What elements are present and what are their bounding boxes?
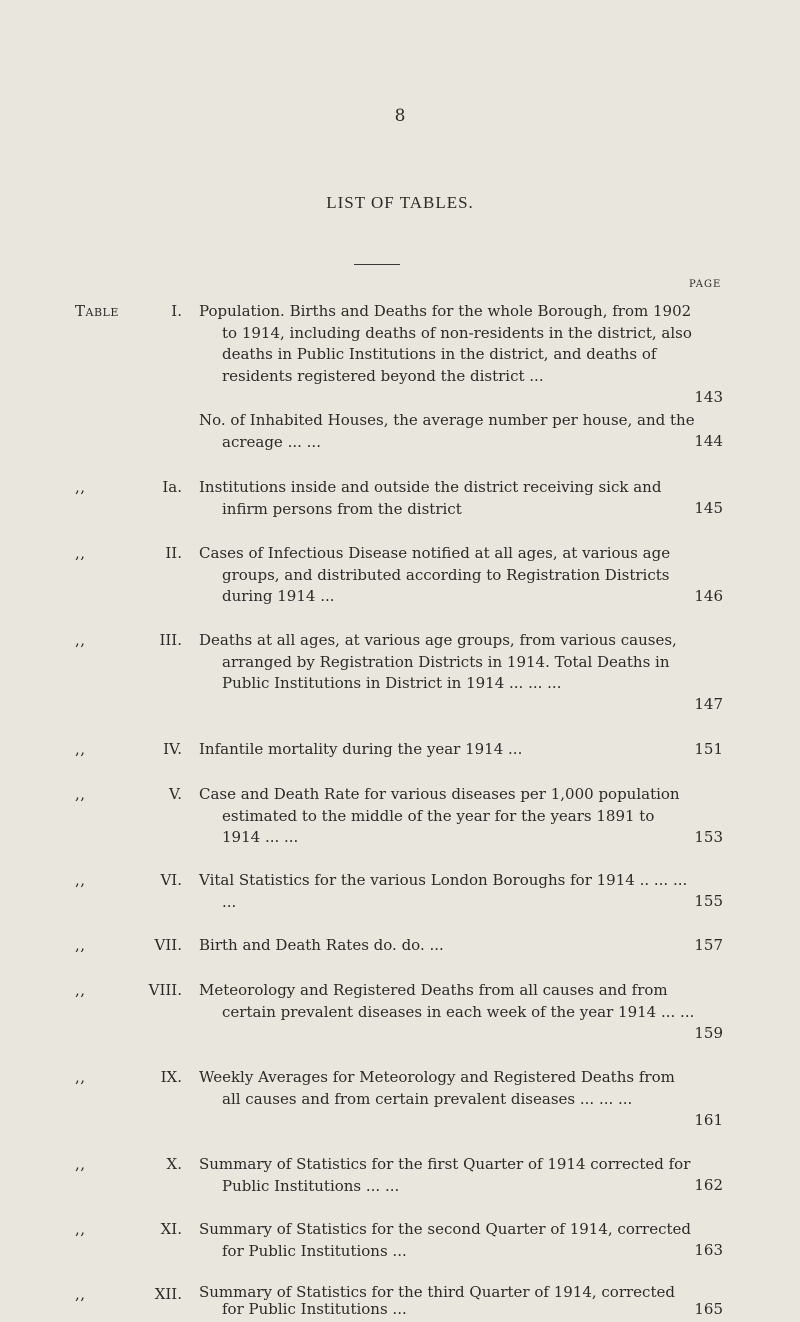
entry-number: III. xyxy=(159,631,182,649)
entry-page: 163 xyxy=(694,1241,723,1259)
entry-page: 157 xyxy=(694,936,723,954)
entry-description: Summary of Statistics for the second Quarter of 1914, corrected for Public Institutions ... xyxy=(199,1220,691,1260)
entry-page: 145 xyxy=(694,499,723,517)
page-column-header: PAGE xyxy=(689,279,722,290)
entry-prefix: ,, xyxy=(75,740,86,758)
entry-number: XII. xyxy=(154,1285,182,1303)
entry-page: 144 xyxy=(694,432,723,450)
entry-description: Deaths at all ages, at various age groups, from various causes, arranged by Registration Districts in 1914. Total Deaths in Public Institutions in District in 1914 ... ... ... xyxy=(199,631,677,692)
entry-prefix: ,, xyxy=(75,785,86,803)
entry-description: No. of Inhabited Houses, the average number per house, and the acreage ... ... xyxy=(199,411,695,451)
entry-prefix: ,, xyxy=(75,981,86,999)
entry-page: 151 xyxy=(694,740,723,758)
entry-page: 155 xyxy=(694,892,723,910)
entry-number: IX. xyxy=(160,1068,182,1086)
entry-page: 147 xyxy=(694,695,723,713)
entry-number: XI. xyxy=(160,1220,182,1238)
entry-description: Infantile mortality during the year 1914 ... xyxy=(199,740,523,758)
entry-number: VII. xyxy=(154,936,182,954)
entry-number: V. xyxy=(169,785,182,803)
entry-description: Meteorology and Registered Deaths from all causes and from certain prevalent diseases in each week of the year 1914 ... ... xyxy=(199,981,695,1021)
entry-description: Case and Death Rate for various diseases per 1,000 population estimated to the middle of the year for the years 1891 to 1914 ... ... xyxy=(199,785,680,846)
entry-description: Vital Statistics for the various London Boroughs for 1914 .. ... ... ... xyxy=(199,871,688,911)
page-title: LIST OF TABLES. xyxy=(326,193,474,212)
entry-prefix: ,, xyxy=(75,1285,86,1303)
title-divider xyxy=(354,264,400,265)
entry-description: Institutions inside and outside the district receiving sick and infirm persons from the district xyxy=(199,478,662,518)
entry-prefix: ,, xyxy=(75,871,86,889)
entry-page: 161 xyxy=(694,1111,723,1129)
entry-number: Ia. xyxy=(162,478,182,496)
entry-prefix: ,, xyxy=(75,1220,86,1238)
entry-description: Birth and Death Rates do. do. ... xyxy=(199,936,444,954)
entry-page: 146 xyxy=(694,587,723,605)
entry-page: 165 xyxy=(694,1300,723,1318)
entry-description: Summary of Statistics for the first Quarter of 1914 corrected for Public Institutions ... ... xyxy=(199,1155,691,1195)
entry-number: X. xyxy=(166,1155,182,1173)
entry-number: IV. xyxy=(163,740,182,758)
entry-prefix: ,, xyxy=(75,544,86,562)
entry-number: I. xyxy=(171,302,182,320)
entry-prefix: ,, xyxy=(75,1068,86,1086)
entry-description: Weekly Averages for Meteorology and Registered Deaths from all causes and from certain prevalent diseases ... ... ... xyxy=(199,1068,675,1108)
entry-prefix: Table xyxy=(75,302,119,320)
entry-prefix: ,, xyxy=(75,936,86,954)
entry-prefix: ,, xyxy=(75,1155,86,1173)
entry-number: VI. xyxy=(160,871,182,889)
entry-description: Summary of Statistics for the third Quarter of 1914, corrected for Public Institutions ... xyxy=(199,1283,675,1318)
entry-page: 159 xyxy=(694,1024,723,1042)
entry-number: II. xyxy=(165,544,182,562)
entry-description: Cases of Infectious Disease notified at all ages, at various age groups, and distributed according to Registration Districts during 1914 ... xyxy=(199,544,671,605)
page-number: 8 xyxy=(394,106,406,126)
entry-page: 162 xyxy=(694,1176,723,1194)
entry-description: Population. Births and Deaths for the whole Borough, from 1902 to 1914, including deaths of non-residents in the district, also deaths in Public Institutions in the district, and deaths of residents registered beyond the district ... xyxy=(199,302,692,385)
entry-page: 143 xyxy=(694,388,723,406)
entry-prefix: ,, xyxy=(75,478,86,496)
entry-page: 153 xyxy=(694,828,723,846)
entry-number: VIII. xyxy=(148,981,182,999)
entry-prefix: ,, xyxy=(75,631,86,649)
